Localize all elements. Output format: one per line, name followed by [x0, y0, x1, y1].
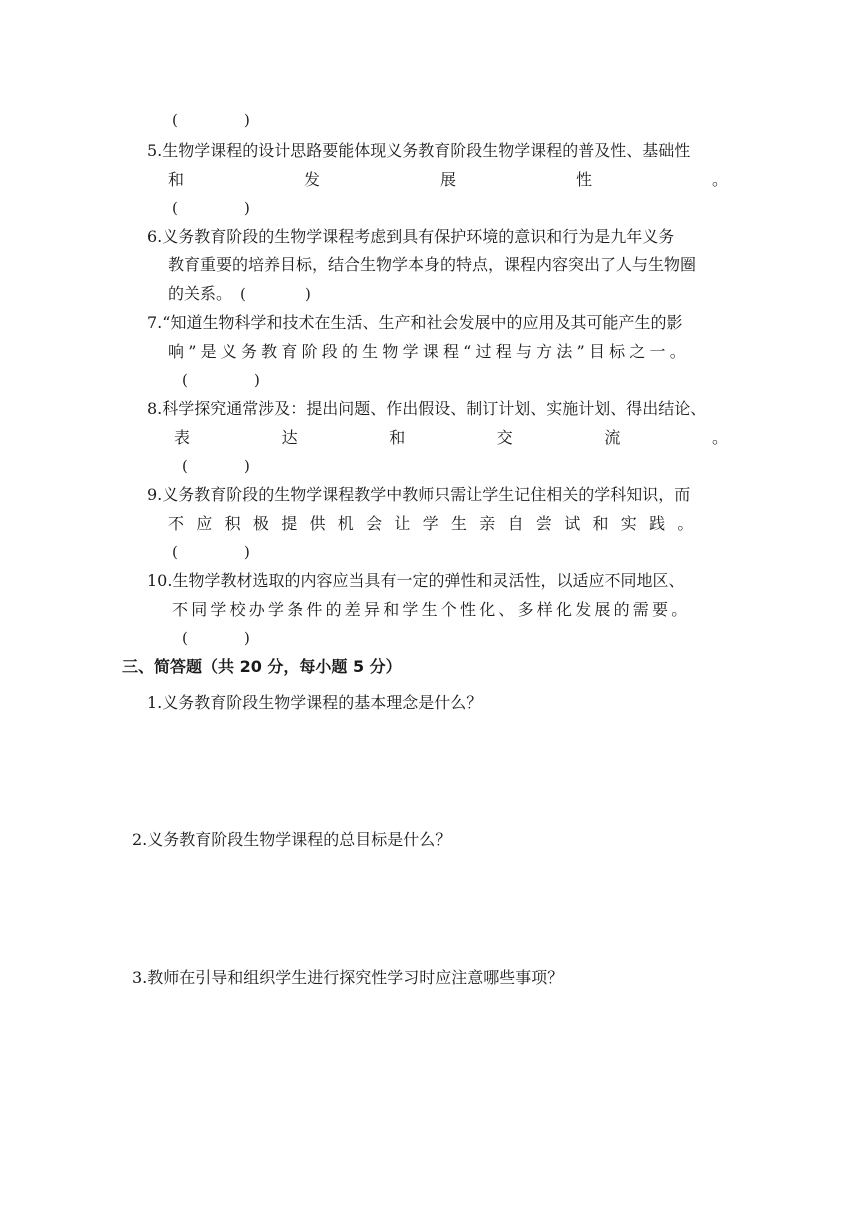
paren-right: ) — [244, 111, 250, 129]
short-question-3: 3.教师在引导和组织学生进行探究性学习时应注意哪些事项？ — [132, 968, 564, 987]
paren-left: ( — [172, 111, 178, 129]
question-5-line-2: 和 发 展 性 。 — [168, 170, 728, 189]
question-9-line-1: 9.义务教育阶段的生物学课程教学中教师只需让学生记住相关的学科知识，而 — [147, 485, 691, 504]
question-5-line-1: 5.生物学课程的设计思路要能体现义务教育阶段生物学课程的普及性、基础性 — [147, 141, 691, 160]
question-7-line-2: 响”是义务教育阶段的生物学课程“过程与方法”目标之一。 — [168, 342, 690, 361]
answer-paren: ( ) — [182, 371, 260, 389]
answer-paren: ( ) — [182, 457, 250, 475]
question-10-line-1: 10.生物学教材选取的内容应当具有一定的弹性和灵活性，以适应不同地区、 — [147, 571, 685, 590]
question-6-line-1: 6.义务教育阶段的生物学课程考虑到具有保护环境的意识和行为是九年义务 — [147, 227, 675, 246]
section-title: 三、简答题（共 20 分，每小题 5 分） — [122, 657, 402, 676]
answer-paren — [172, 110, 250, 130]
question-10-line-2: 不同学校办学条件的差异和学生个性化、多样化发展的需要。 — [172, 600, 691, 619]
answer-paren: ( ) — [182, 629, 250, 647]
short-question-2: 2.义务教育阶段生物学课程的总目标是什么？ — [132, 830, 452, 849]
question-8-line-2: 表 达 和 交 流 。 — [174, 428, 728, 447]
question-6-line-3: 的关系。 — [168, 284, 233, 303]
question-8-line-1: 8.科学探究通常涉及：提出问题、作出假设、制订计划、实施计划、得出结论、 — [147, 399, 707, 418]
answer-paren: ( ) — [240, 285, 311, 303]
question-6-line-2: 教育重要的培养目标，结合生物学本身的特点，课程内容突出了人与生物圈 — [168, 255, 697, 274]
short-question-1: 1.义务教育阶段生物学课程的基本理念是什么？ — [147, 693, 483, 712]
answer-paren: ( ) — [172, 543, 250, 561]
question-9-line-2: 不应积极提供机会让学生亲自尝试和实践。 — [168, 514, 706, 533]
question-7-line-1: 7.“知道生物科学和技术在生活、生产和社会发展中的应用及其可能产生的影 — [147, 313, 683, 332]
answer-paren: ( ) — [172, 199, 250, 217]
